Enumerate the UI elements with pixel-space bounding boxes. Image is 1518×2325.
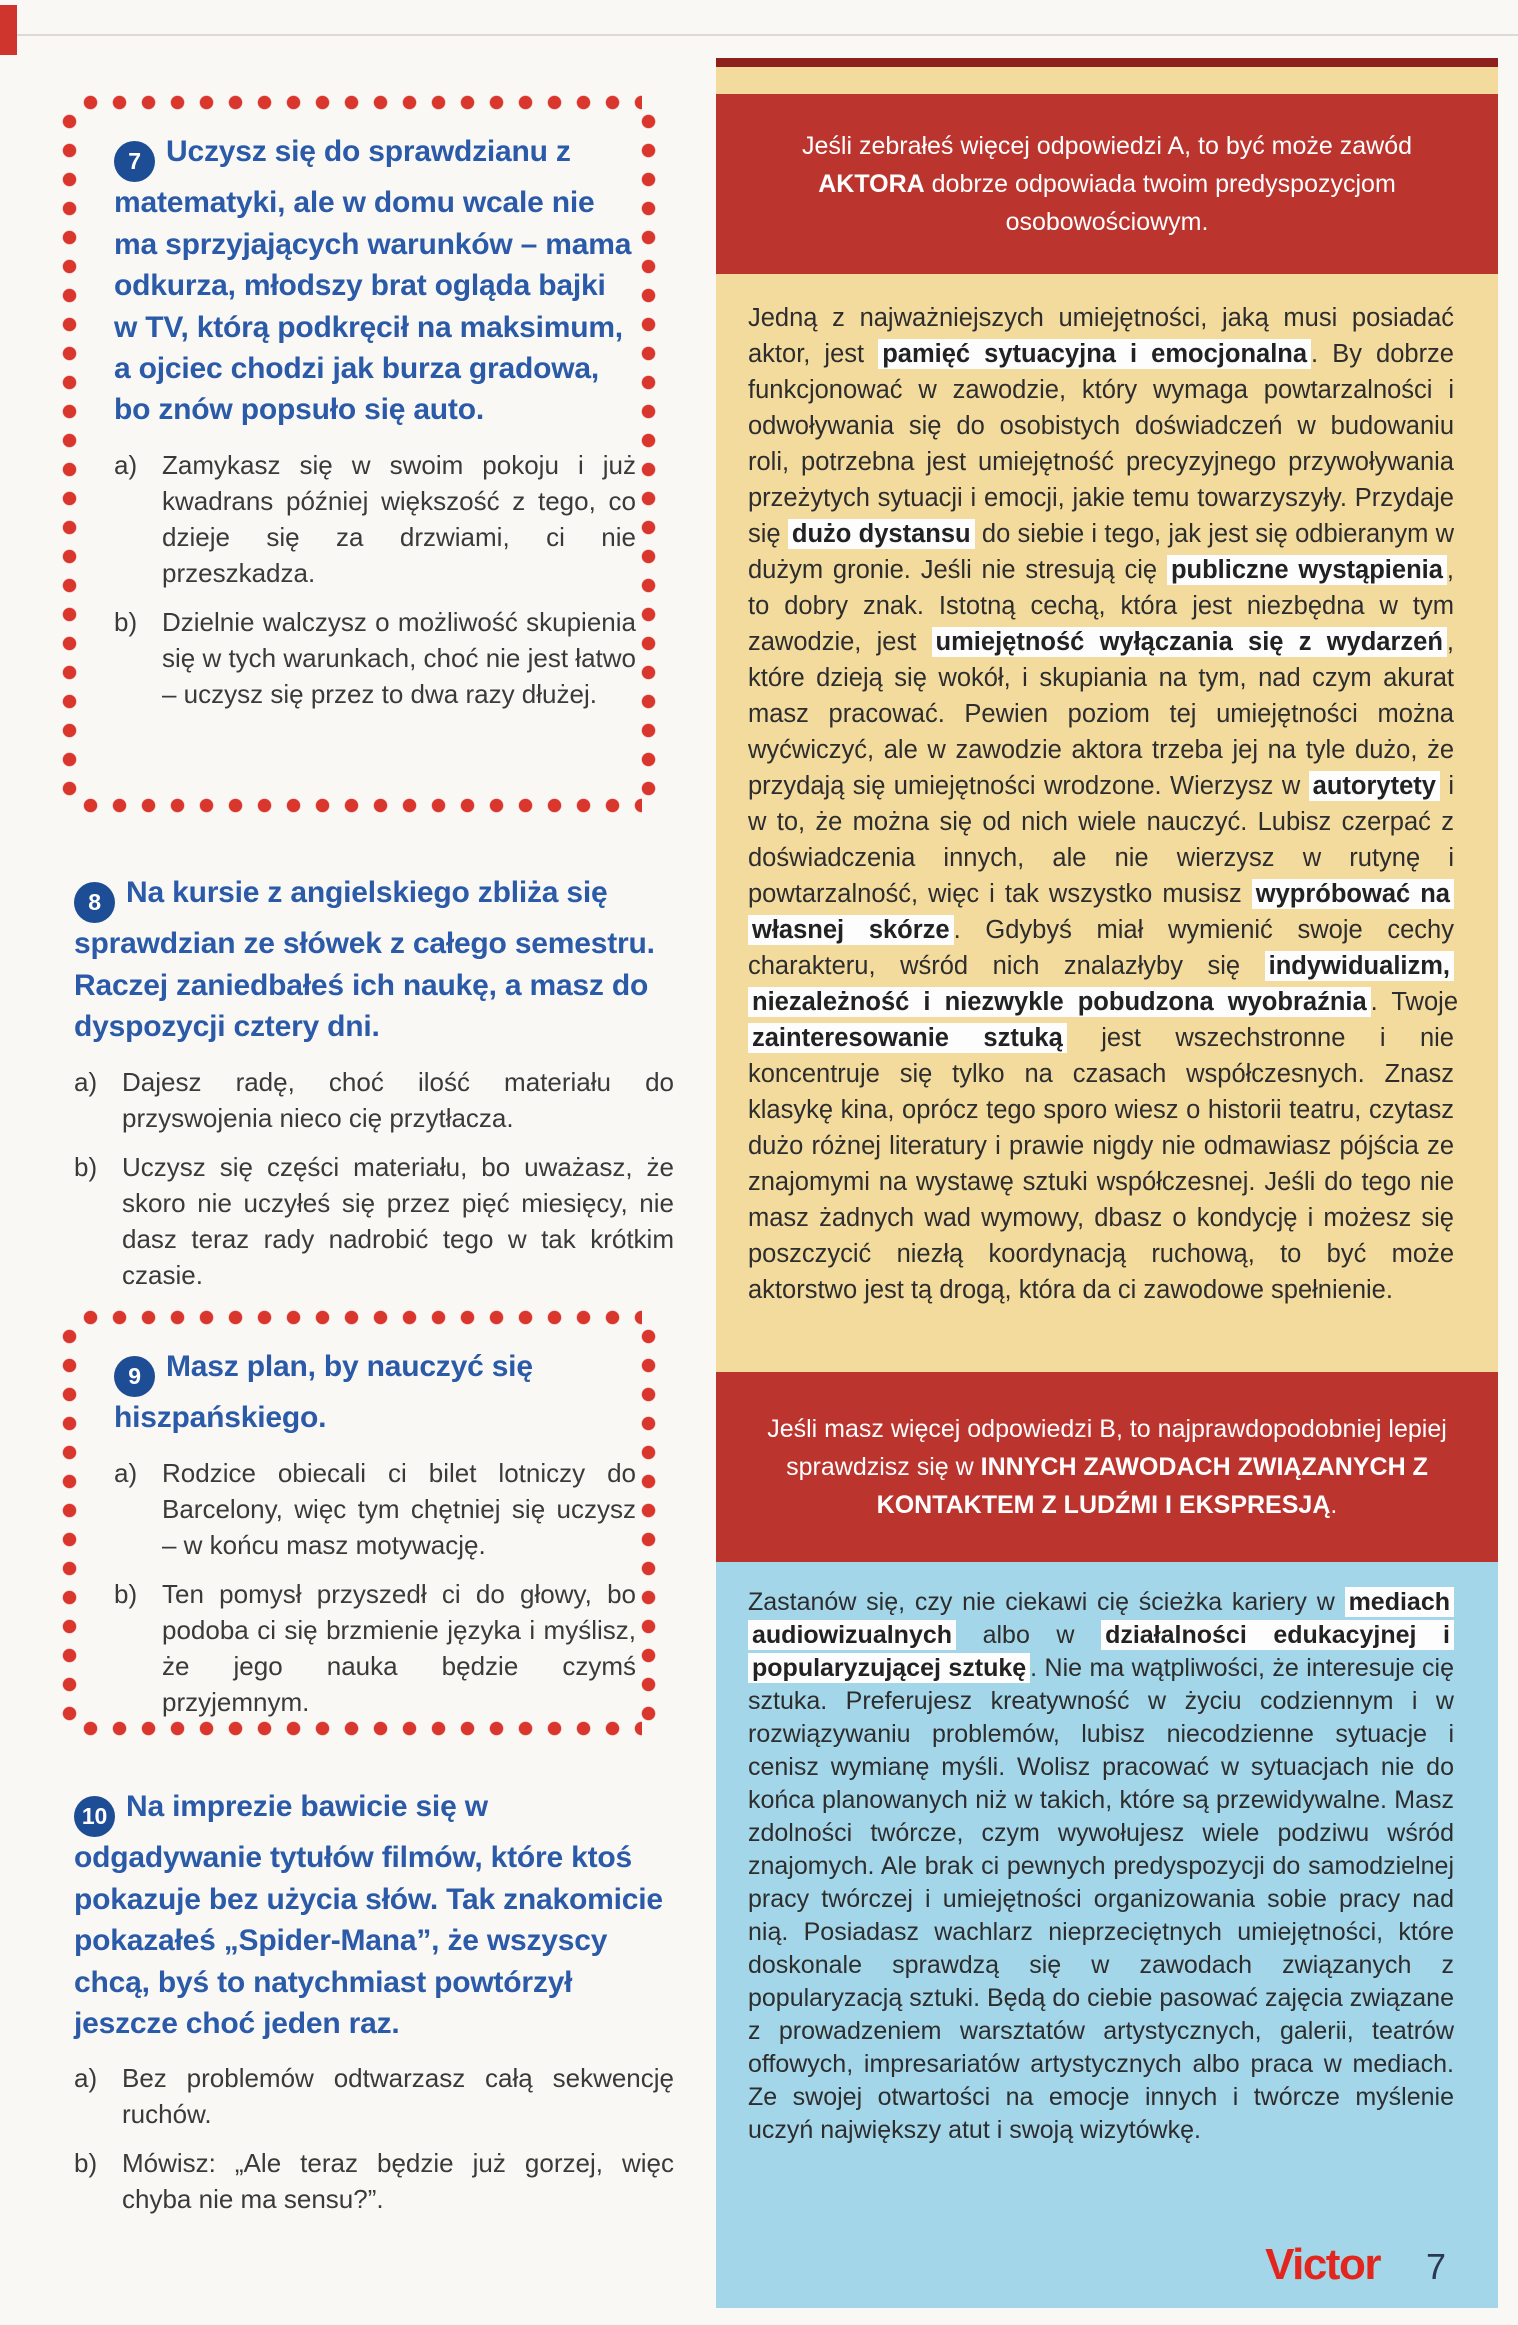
result-a-header-text: Jeśli zebrałeś więcej odpowiedzi A, to być może zawód AKTORA dobrze odpowiada twoim predyspozycjom osobowościowym. [801, 132, 1413, 236]
option-label: b) [74, 1151, 98, 1182]
page-footer [716, 2240, 1498, 2290]
result-b-header-text: Jeśli masz więcej odpowiedzi B, to najprawdopodobniej lepiej sprawdzisz się w INNYCH ZAWODACH ZWIĄZANYCH Z KONTAKTEM Z LUDŹMI I EKSPRESJĄ. [767, 1415, 1447, 1519]
dotted-border-left [62, 1322, 77, 1724]
result-a-body: Jedną z najważniejszych umiejętności, jaką musi posiadać aktor, jest pamięć sytuacyjna i emocjonalna . By dobrze funkcjonować w zawodzie, który wymaga powtarzalności i odwoływania się do osobistych doświadczeń w budowaniu roli, potrzebna jest umiejętność precyzyjnego przywoływania przeżytych sytuacji i emocji, jakie temu towarzyszyły. Przydaje się dużo dystansu do siebie i tego, jak jest się odbieranym w dużym gronie. Jeśli nie stresują cię publiczne wystąpienia , to dobry znak. Istotną cechą, która jest niezbędna w tym zawodzie, jest umiejętność wyłączania się z wydarzeń , które dzieją się wokół, i skupiania na tym, nad czym akurat masz pracować. Pewien poziom tej umiejętności można wyćwiczyć, ale w zawodzie aktora trzeba jej na tyle dużo, że przydają się umiejętności wrodzone. Wierzysz w autorytety i w to, że można się od nich wiele nauczyć. Lubisz czerpać z doświadczenia innych, ale nie wierzysz w rutynę i powtarzalność, więc i tak wszystko musisz wypróbować na własnej skórze . Gdybyś miał wymienić swoje cechy charakteru, wśród nich znalazłyby się indywidualizm, niezależność i niezwykle pobudzona wyobraźnia . Twoje zainteresowanie sztuką jest wszechstronne i nie koncentruje się tylko na czasach współczesnych. Znasz klasykę kina, oprócz tego sporo wiesz o historii teatru, czytasz dużo różnej literatury i prawie nigdy nie odmawiasz pójścia ze znajomymi na wystawę sztuki współczesnej. Jeśli do tego nie masz żadnych wad wymowy, dbasz o kondycję i możesz się poszczycić niezłą koordynacją ruchową, to być może aktorstwo jest tą drogą, która da ci zawodowe spełnienie. [748, 304, 1459, 1304]
quiz-item-10 [74, 1786, 674, 2217]
option-text: Bez problemów odtwarzasz całą sekwencję ruchów. [122, 2063, 674, 2130]
option-text: Dajesz radę, choć ilość materiału do przyswojenia nieco cię przytłacza. [122, 1066, 674, 1133]
option-text: Dzielnie walczysz o możliwość skupienia się w tych warunkach, choć nie jest łatwo – uczysz się przez to dwa razy dłużej. [162, 606, 636, 709]
option-row-b [114, 604, 636, 712]
option-text: Mówisz: „Ale teraz będzie już gorzej, więc chyba nie ma sensu?”. [122, 2148, 674, 2215]
option-text: Zamykasz się w swoim pokoju i już kwadrans później większość z tego, co dzieje się za drzwiami, ci nie przeszkadza. [162, 449, 636, 588]
quiz-item-10-heading-text: Na imprezie bawicie się w odgadywanie tytułów filmów, które ktoś pokazuje bez użycia słów. Tak znakomicie pokazałeś „Spider-Mana”, że wszyscy chcą, byś to natychmiast powtórzył jeszcze choć jeden raz. [74, 1790, 663, 2040]
option-row-a [74, 2060, 674, 2132]
item-number-badge: 7 [114, 141, 155, 182]
dotted-border-right [641, 107, 656, 801]
option-row-b [74, 2145, 674, 2217]
quiz-item-8-heading-text: Na kursie z angielskiego zbliża się sprawdzian ze słówek z całego semestru. Raczej zaniedbałeś ich naukę, a masz do dyspozycji cztery dni. [74, 876, 655, 1044]
option-row-a [114, 447, 636, 591]
page-number: 7 [1425, 2246, 1446, 2287]
quiz-item-9-heading [114, 1346, 636, 1439]
option-label: b) [114, 606, 138, 637]
option-text: Ten pomysł przyszedł ci do głowy, bo podoba ci się brzmienie języka i myślisz, że jego nauka będzie czymś przyjemnym. [162, 1578, 636, 1717]
item-number-badge: 8 [74, 882, 115, 923]
item-number-badge: 9 [114, 1356, 155, 1397]
result-b-header-box [716, 1372, 1498, 1562]
quiz-item-9 [62, 1310, 656, 1736]
option-label: a) [114, 1457, 138, 1488]
scan-red-mark [0, 5, 17, 55]
option-row-a [74, 1064, 674, 1136]
option-row-b [74, 1149, 674, 1293]
dotted-border-right [641, 1322, 656, 1724]
option-row-b [114, 1576, 636, 1720]
option-label: a) [74, 1066, 98, 1097]
result-a-header-box [716, 94, 1498, 274]
quiz-item-7-heading [114, 131, 636, 431]
quiz-item-7-heading-text: Uczysz się do sprawdzianu z matematyki, ale w domu wcale nie ma sprzyjających warunków – mama odkurza, młodszy brat ogląda bajki w TV, którą podkręcił na maksimum, a ojciec chodzi jak burza gradowa, bo znów popsuło się auto. [114, 135, 632, 427]
dotted-border-left [62, 107, 77, 801]
quiz-item-8-heading [74, 872, 674, 1048]
option-row-a [114, 1455, 636, 1563]
option-text: Rodzice obiecali ci bilet lotniczy do Barcelony, więc tym chętniej się uczysz – w końcu masz motywację. [162, 1457, 636, 1560]
option-label: b) [114, 1578, 138, 1609]
quiz-item-8 [74, 872, 674, 1293]
option-label: a) [74, 2063, 98, 2094]
item-number-badge: 10 [74, 1796, 115, 1837]
quiz-item-10-heading [74, 1786, 674, 2044]
result-b-body: Zastanów się, czy nie ciekawi cię ścieżka kariery w mediach audiowizualnych albo w działalności edukacyjnej i popularyzującej sztukę . Nie ma wątpliwości, że interesuje cię sztuka. Preferujesz kreatywność w życiu codziennym i w rozwiązywaniu problemów, lubisz niecodzienne sytuacje i cenisz wymianę myśli. Wolisz pracować w sytuacjach nie do końca planowanych niż w takich, które są przewidywalne. Masz zdolności twórcze, czym wywołujesz wiele podziwu wśród znajomych. Ale brak ci pewnych predyspozycji do samodzielnej pracy twórczej i umiejętności organizowania sobie pracy nad nią. Posiadasz wachlarz nieprzeciętnych umiejętności, które doskonale sprawdzą się w zawodach związanych z popularyzacją sztuki. Będą do ciebie pasować zajęcia związane z prowadzeniem warsztatów artystycznych, galerii, teatrów offowych, impresariatów artystycznych albo praca w mediach. Ze swojej otwartości na emocje innych i twórcze myślenie uczyń największy atut i swoją wizytówkę. [748, 1588, 1454, 2144]
scan-edge-line [0, 34, 1518, 36]
panel-top-strip [716, 58, 1498, 67]
option-label: a) [114, 449, 138, 480]
option-text: Uczysz się części materiału, bo uważasz, że skoro nie uczyłeś się przez pięć miesięcy, nie dasz teraz rady nadrobić tego w tak krótkim czasie. [122, 1151, 674, 1290]
magazine-logo: Victor [1265, 2240, 1380, 2289]
option-label: b) [74, 2148, 98, 2179]
quiz-item-9-heading-text: Masz plan, by nauczyć się hiszpańskiego. [114, 1350, 533, 1435]
quiz-item-7 [62, 95, 656, 813]
